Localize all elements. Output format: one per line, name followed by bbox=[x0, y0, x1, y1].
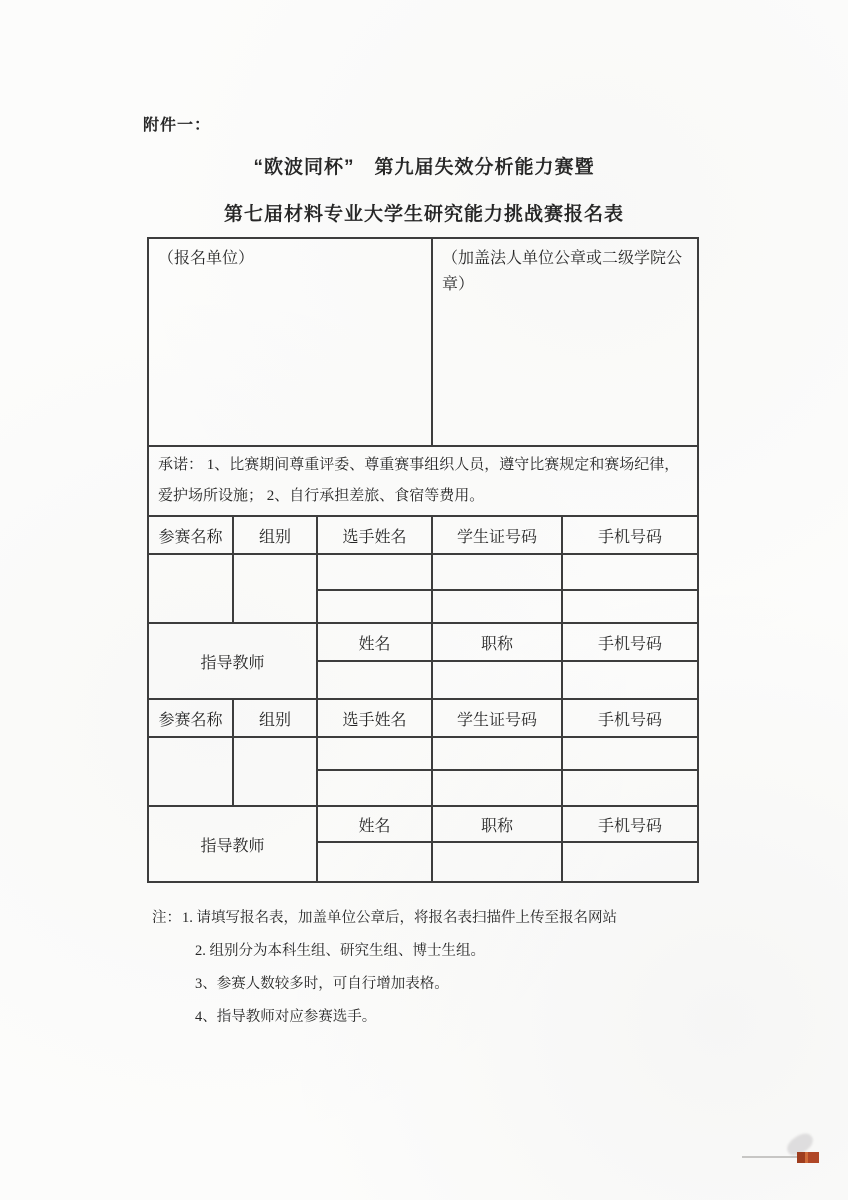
entry-phone-cell bbox=[562, 554, 698, 590]
entry-player-name-cell bbox=[317, 737, 432, 770]
entry-student-id-cell bbox=[432, 770, 562, 806]
entry-student-id-cell bbox=[432, 737, 562, 770]
official-seal-cell: （加盖法人单位公章或二级学院公章） bbox=[432, 238, 698, 446]
col-header-competition-name: 参赛名称 bbox=[148, 699, 233, 737]
notes-section bbox=[152, 908, 712, 1040]
red-corner-mark-artifact bbox=[797, 1152, 819, 1163]
col-header-group: 组别 bbox=[233, 516, 317, 554]
registration-table bbox=[147, 237, 699, 883]
entry-player-name-cell bbox=[317, 590, 432, 623]
entry-player-name-cell bbox=[317, 770, 432, 806]
entry-student-id-cell bbox=[432, 554, 562, 590]
advisor-label-cell: 指导教师 bbox=[148, 623, 317, 699]
advisor-header-phone: 手机号码 bbox=[562, 623, 698, 661]
entry-competition-name-cell bbox=[148, 554, 233, 623]
section2-advisor-header-row bbox=[148, 806, 698, 842]
note-item-4: 4、指导教师对应参赛选手。 bbox=[195, 1009, 377, 1025]
unit-seal-row bbox=[148, 238, 698, 446]
note-item-1: 1. 请填写报名表，加盖单位公章后，将报名表扫描件上传至报名网站 bbox=[182, 910, 617, 926]
section1-header-row bbox=[148, 516, 698, 554]
entry-phone-cell bbox=[562, 737, 698, 770]
advisor-header-phone: 手机号码 bbox=[562, 806, 698, 842]
form-title-line1: “欧波同杯” 第九届失效分析能力赛暨 bbox=[253, 157, 595, 178]
entry-group-cell bbox=[233, 554, 317, 623]
note-item-3: 3、参赛人数较多时，可自行增加表格。 bbox=[195, 976, 449, 992]
entry-phone-cell bbox=[562, 590, 698, 623]
scan-line-artifact bbox=[742, 1156, 799, 1158]
advisor-name-cell bbox=[317, 661, 432, 699]
note-item-1-line bbox=[152, 908, 712, 929]
pledge-cell: 承诺： 1、比赛期间尊重评委、尊重赛事组织人员，遵守比赛规定和赛场纪律，爱护场所设施； 2、自行承担差旅、食宿等费用。 bbox=[148, 446, 698, 516]
col-header-player-name: 选手姓名 bbox=[317, 699, 432, 737]
advisor-header-title: 职称 bbox=[432, 806, 562, 842]
pledge-row bbox=[148, 446, 698, 516]
col-header-competition-name: 参赛名称 bbox=[148, 516, 233, 554]
entry-player-name-cell bbox=[317, 554, 432, 590]
notes-prefix: 注： bbox=[152, 910, 181, 926]
entry-group-cell bbox=[233, 737, 317, 806]
applicant-unit-cell: （报名单位） bbox=[148, 238, 432, 446]
advisor-phone-cell bbox=[562, 661, 698, 699]
form-title-line2: 第七届材料专业大学生研究能力挑战赛报名表 bbox=[223, 204, 624, 225]
section2-entry-row-1 bbox=[148, 737, 698, 770]
advisor-title-cell bbox=[432, 661, 562, 699]
advisor-label-cell: 指导教师 bbox=[148, 806, 317, 882]
advisor-title-cell bbox=[432, 842, 562, 882]
col-header-group: 组别 bbox=[233, 699, 317, 737]
col-header-phone: 手机号码 bbox=[562, 516, 698, 554]
col-header-phone: 手机号码 bbox=[562, 699, 698, 737]
entry-student-id-cell bbox=[432, 590, 562, 623]
advisor-header-name: 姓名 bbox=[317, 623, 432, 661]
advisor-header-title: 职称 bbox=[432, 623, 562, 661]
advisor-name-cell bbox=[317, 842, 432, 882]
col-header-student-id: 学生证号码 bbox=[432, 516, 562, 554]
attachment-label: 附件一： bbox=[143, 117, 212, 134]
section1-entry-row-1 bbox=[148, 554, 698, 590]
section1-advisor-header-row bbox=[148, 623, 698, 661]
advisor-header-name: 姓名 bbox=[317, 806, 432, 842]
col-header-student-id: 学生证号码 bbox=[432, 699, 562, 737]
advisor-phone-cell bbox=[562, 842, 698, 882]
note-item-2: 2. 组别分为本科生组、研究生组、博士生组。 bbox=[195, 943, 485, 959]
entry-competition-name-cell bbox=[148, 737, 233, 806]
section2-header-row bbox=[148, 699, 698, 737]
entry-phone-cell bbox=[562, 770, 698, 806]
col-header-player-name: 选手姓名 bbox=[317, 516, 432, 554]
